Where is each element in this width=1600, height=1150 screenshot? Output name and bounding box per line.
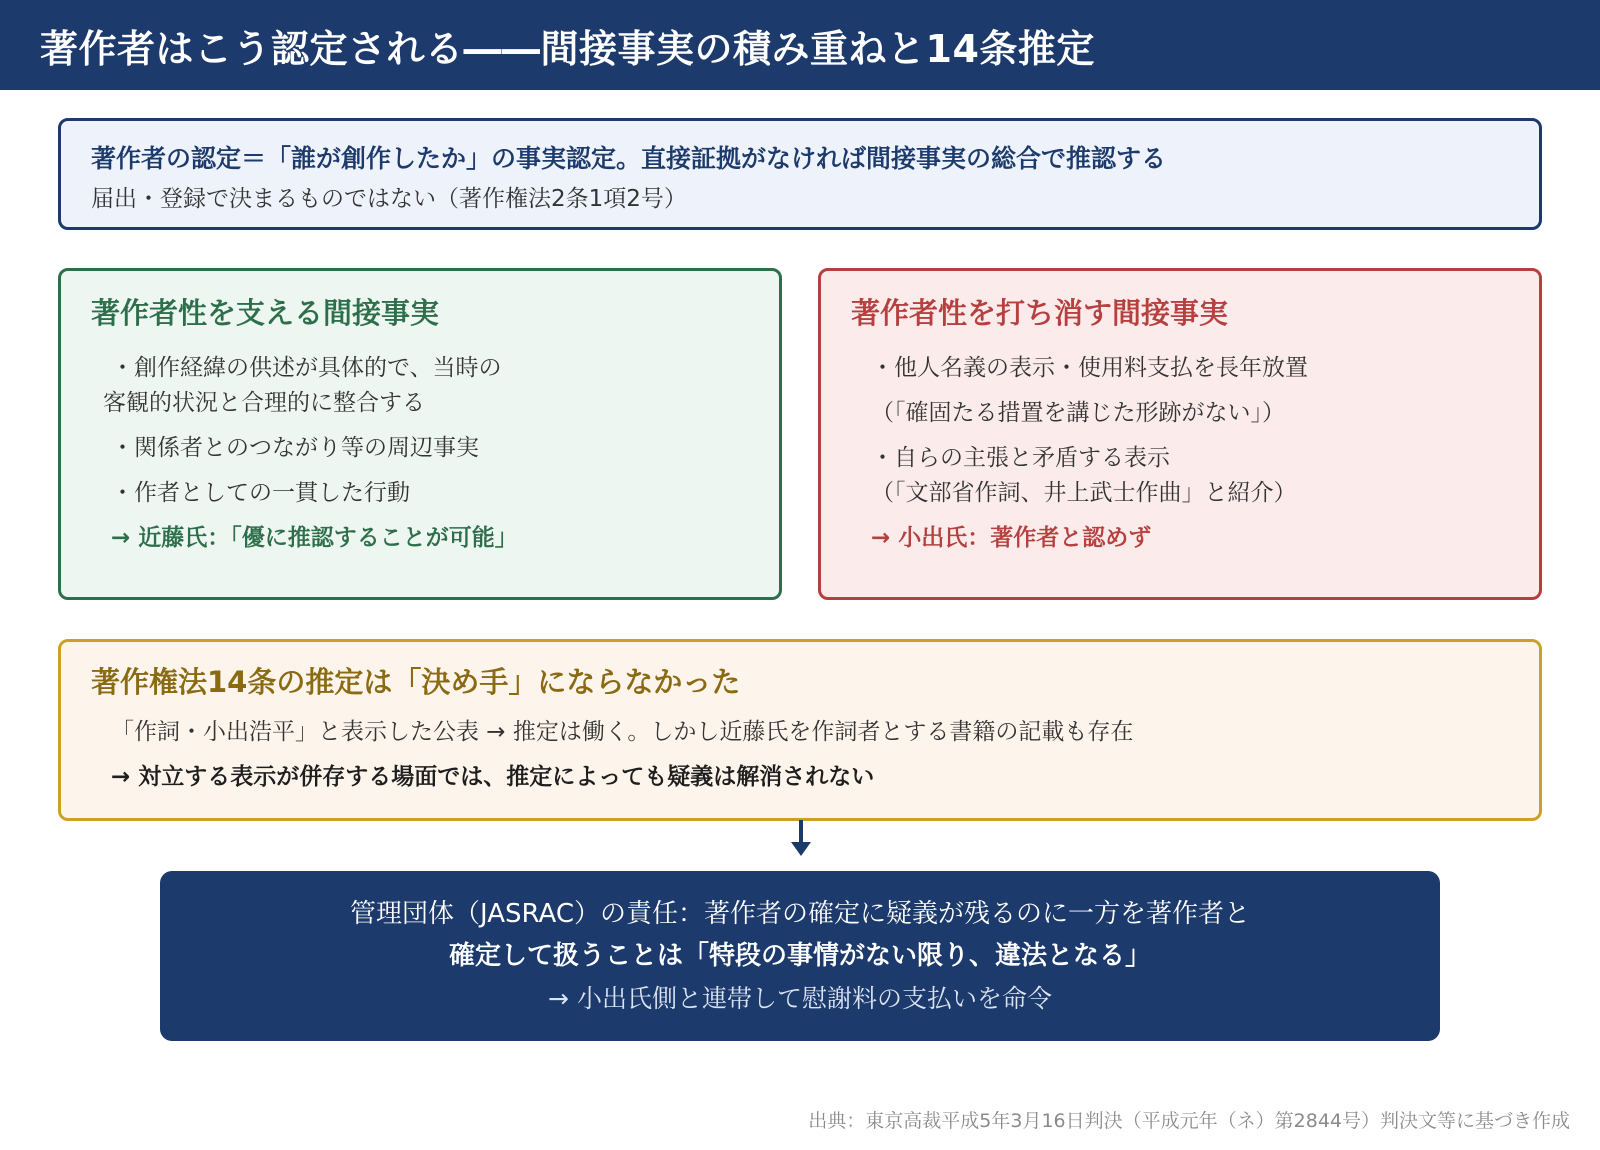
- list-item-line: ・作者としての一貫した行動: [111, 480, 410, 506]
- list-item-line: （「確固たる措置を講じた形跡がない」）: [871, 400, 1285, 426]
- refute-conclusion: → 小出氏：著作者と認めず: [871, 525, 1152, 551]
- result-line-2: 確定して扱うことは「特段の事情がない限り、違法となる」: [448, 941, 1151, 971]
- presumption-title: 著作権法14条の推定は「決め手」にならなかった: [91, 665, 741, 699]
- definition-box: [58, 118, 1542, 230]
- refute-facts-list: [851, 351, 1539, 511]
- list-item: [871, 441, 1539, 511]
- list-item: [111, 431, 779, 466]
- result-line-1: 管理団体（JASRAC）の責任：著作者の確定に疑義が残るのに一方を著作者と: [350, 899, 1250, 929]
- refute-facts-title: 著作者性を打ち消す間接事実: [851, 296, 1229, 330]
- definition-note: 届出・登録で決まるものではない（著作権法2条1項2号）: [91, 186, 687, 212]
- list-item: [111, 476, 779, 511]
- result-line-3: → 小出氏側と連帯して慰謝料の支払いを命令: [548, 984, 1052, 1013]
- presumption-emphasis: → 対立する表示が併存する場面では、推定によっても疑義は解消されない: [111, 764, 875, 790]
- down-arrow-icon: [799, 820, 801, 852]
- support-conclusion: → 近藤氏：「優に推認することが可能」: [111, 525, 518, 551]
- list-item: [103, 351, 779, 421]
- definition-heading: 著作者の認定＝「誰が創作したか」の事実認定。直接証拠がなければ間接事実の総合で推認する: [91, 144, 1167, 173]
- page-title: 著作者はこう認定される――間接事実の積み重ねと14条推定: [40, 26, 1095, 71]
- support-facts-list: [91, 351, 779, 511]
- source-citation: 出典：東京高裁平成5年3月16日判決（平成元年（ネ）第2844号）判決文等に基づき作成: [808, 1110, 1570, 1132]
- list-item-line: ・自らの主張と矛盾する表示: [871, 445, 1170, 471]
- list-item: [871, 351, 1539, 431]
- list-item-line: （「文部省作詞、井上武士作曲」と紹介）: [871, 480, 1297, 506]
- refute-facts-panel: [818, 268, 1542, 600]
- list-item-line: ・他人名義の表示・使用料支払を長年放置: [871, 355, 1308, 381]
- presumption-box: [58, 639, 1542, 821]
- presumption-body: 「作詞・小出浩平」と表示した公表 → 推定は働く。しかし近藤氏を作詞者とする書籍の記載も存在: [111, 719, 1134, 745]
- support-facts-title: 著作者性を支える間接事実: [91, 296, 440, 330]
- list-item-line: 客観的状況と合理的に整合する: [103, 390, 425, 416]
- list-item-line: ・創作経緯の供述が具体的で、当時の: [111, 355, 502, 381]
- result-box: [160, 871, 1440, 1041]
- page-header: [0, 0, 1600, 90]
- list-item-line: ・関係者とのつながり等の周辺事実: [111, 435, 479, 461]
- support-facts-panel: [58, 268, 782, 600]
